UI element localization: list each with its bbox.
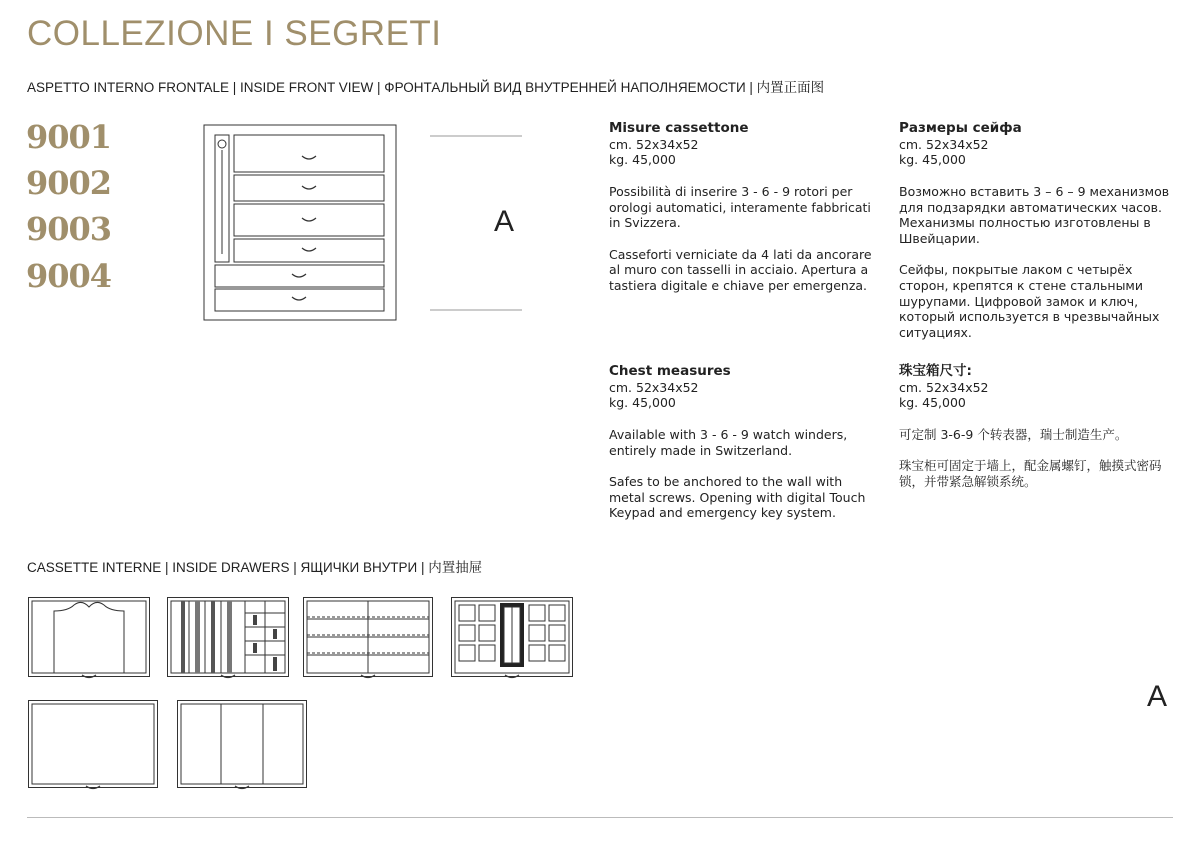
spec-chinese — [899, 364, 1169, 505]
spec-zh-para2: 珠宝柜可固定于墙上，配金属螺钉，触摸式密码锁，并带紧急解锁系统。 — [899, 458, 1162, 489]
spec-english — [609, 364, 879, 537]
drawers-label-a: A — [1147, 680, 1168, 713]
drawer-empty — [28, 700, 160, 792]
drawer-three-sections — [177, 700, 311, 792]
spec-ru-weight: kg. 45,000 — [899, 152, 966, 168]
spec-ru-para1: Возможно вставить 3 – 6 – 9 механизмов для подзарядки автоматических часов. Механизмы полностью изготовлены в Швейцарии. — [899, 183, 1170, 246]
drawer-necklace-holder — [28, 597, 152, 681]
spec-italian — [609, 121, 879, 309]
spec-en-heading: Chest measures — [609, 363, 731, 379]
inside-drawers-heading: CASSETTE INTERNE | INSIDE DRAWERS | ЯЩИЧКИ ВНУТРИ | 内置抽屉 — [27, 560, 483, 575]
spec-ru-heading: Размеры сейфа — [899, 120, 1022, 136]
spec-zh-dims: cm. 52x34x52 — [899, 379, 989, 395]
footer-divider — [27, 817, 1173, 818]
drawer-ring-rows — [303, 597, 435, 681]
spec-en-para1: Available with 3 - 6 - 9 watch winders, entirely made in Switzerland. — [609, 426, 848, 458]
front-view-heading: ASPETTO INTERNO FRONTALE | INSIDE FRONT VIEW | ФРОНТАЛЬНЫЙ ВИД ВНУТРЕННЕЙ НАПОЛНЯЕМОСТИ | 内置正面图 — [27, 80, 825, 95]
spec-zh-weight: kg. 45,000 — [899, 395, 966, 411]
front-view-drawing — [200, 122, 530, 326]
model-code-9002: 9002 — [26, 164, 112, 202]
spec-zh-heading: 珠宝箱尺寸: — [899, 363, 972, 379]
model-code-9004: 9004 — [26, 257, 112, 295]
spec-it-heading: Misure cassettone — [609, 120, 749, 136]
model-code-9003: 9003 — [26, 210, 112, 248]
spec-zh-para1: 可定制 3-6-9 个转表器，瑞士制造生产。 — [899, 426, 1128, 442]
front-view-label-a: A — [494, 205, 515, 238]
page-title: COLLEZIONE I SEGRETI — [27, 14, 442, 53]
spec-ru-para2: Сейфы, покрытые лаком с четырёх сторон, крепятся к стене стальными шурупами. Цифровой замок и ключ, который используется в чрезвычайных ситуациях. — [899, 262, 1160, 341]
spec-it-weight: kg. 45,000 — [609, 152, 676, 168]
safe-body — [204, 125, 396, 320]
spec-it-para2: Casseforti verniciate da 4 lati da ancorare al muro con tasselli in acciaio. Apertura a tastiera digitale e chiave per emergenza. — [609, 246, 872, 293]
spec-en-para2: Safes to be anchored to the wall with metal screws. Opening with digital Touch Keypad and emergency key system. — [609, 473, 866, 521]
spec-en-dims: cm. 52x34x52 — [609, 379, 699, 395]
spec-it-dims: cm. 52x34x52 — [609, 136, 699, 152]
drawer-ring-dividers — [167, 597, 291, 681]
spec-ru-dims: cm. 52x34x52 — [899, 136, 989, 152]
spec-russian — [899, 121, 1184, 357]
spec-en-weight: kg. 45,000 — [609, 395, 676, 411]
spec-it-para1: Possibilità di inserire 3 - 6 - 9 rotori per orologi automatici, interamente fabbricati in Svizzera. — [609, 183, 871, 231]
model-code-9001: 9001 — [26, 118, 112, 156]
drawer-grid-compartments — [451, 597, 575, 681]
